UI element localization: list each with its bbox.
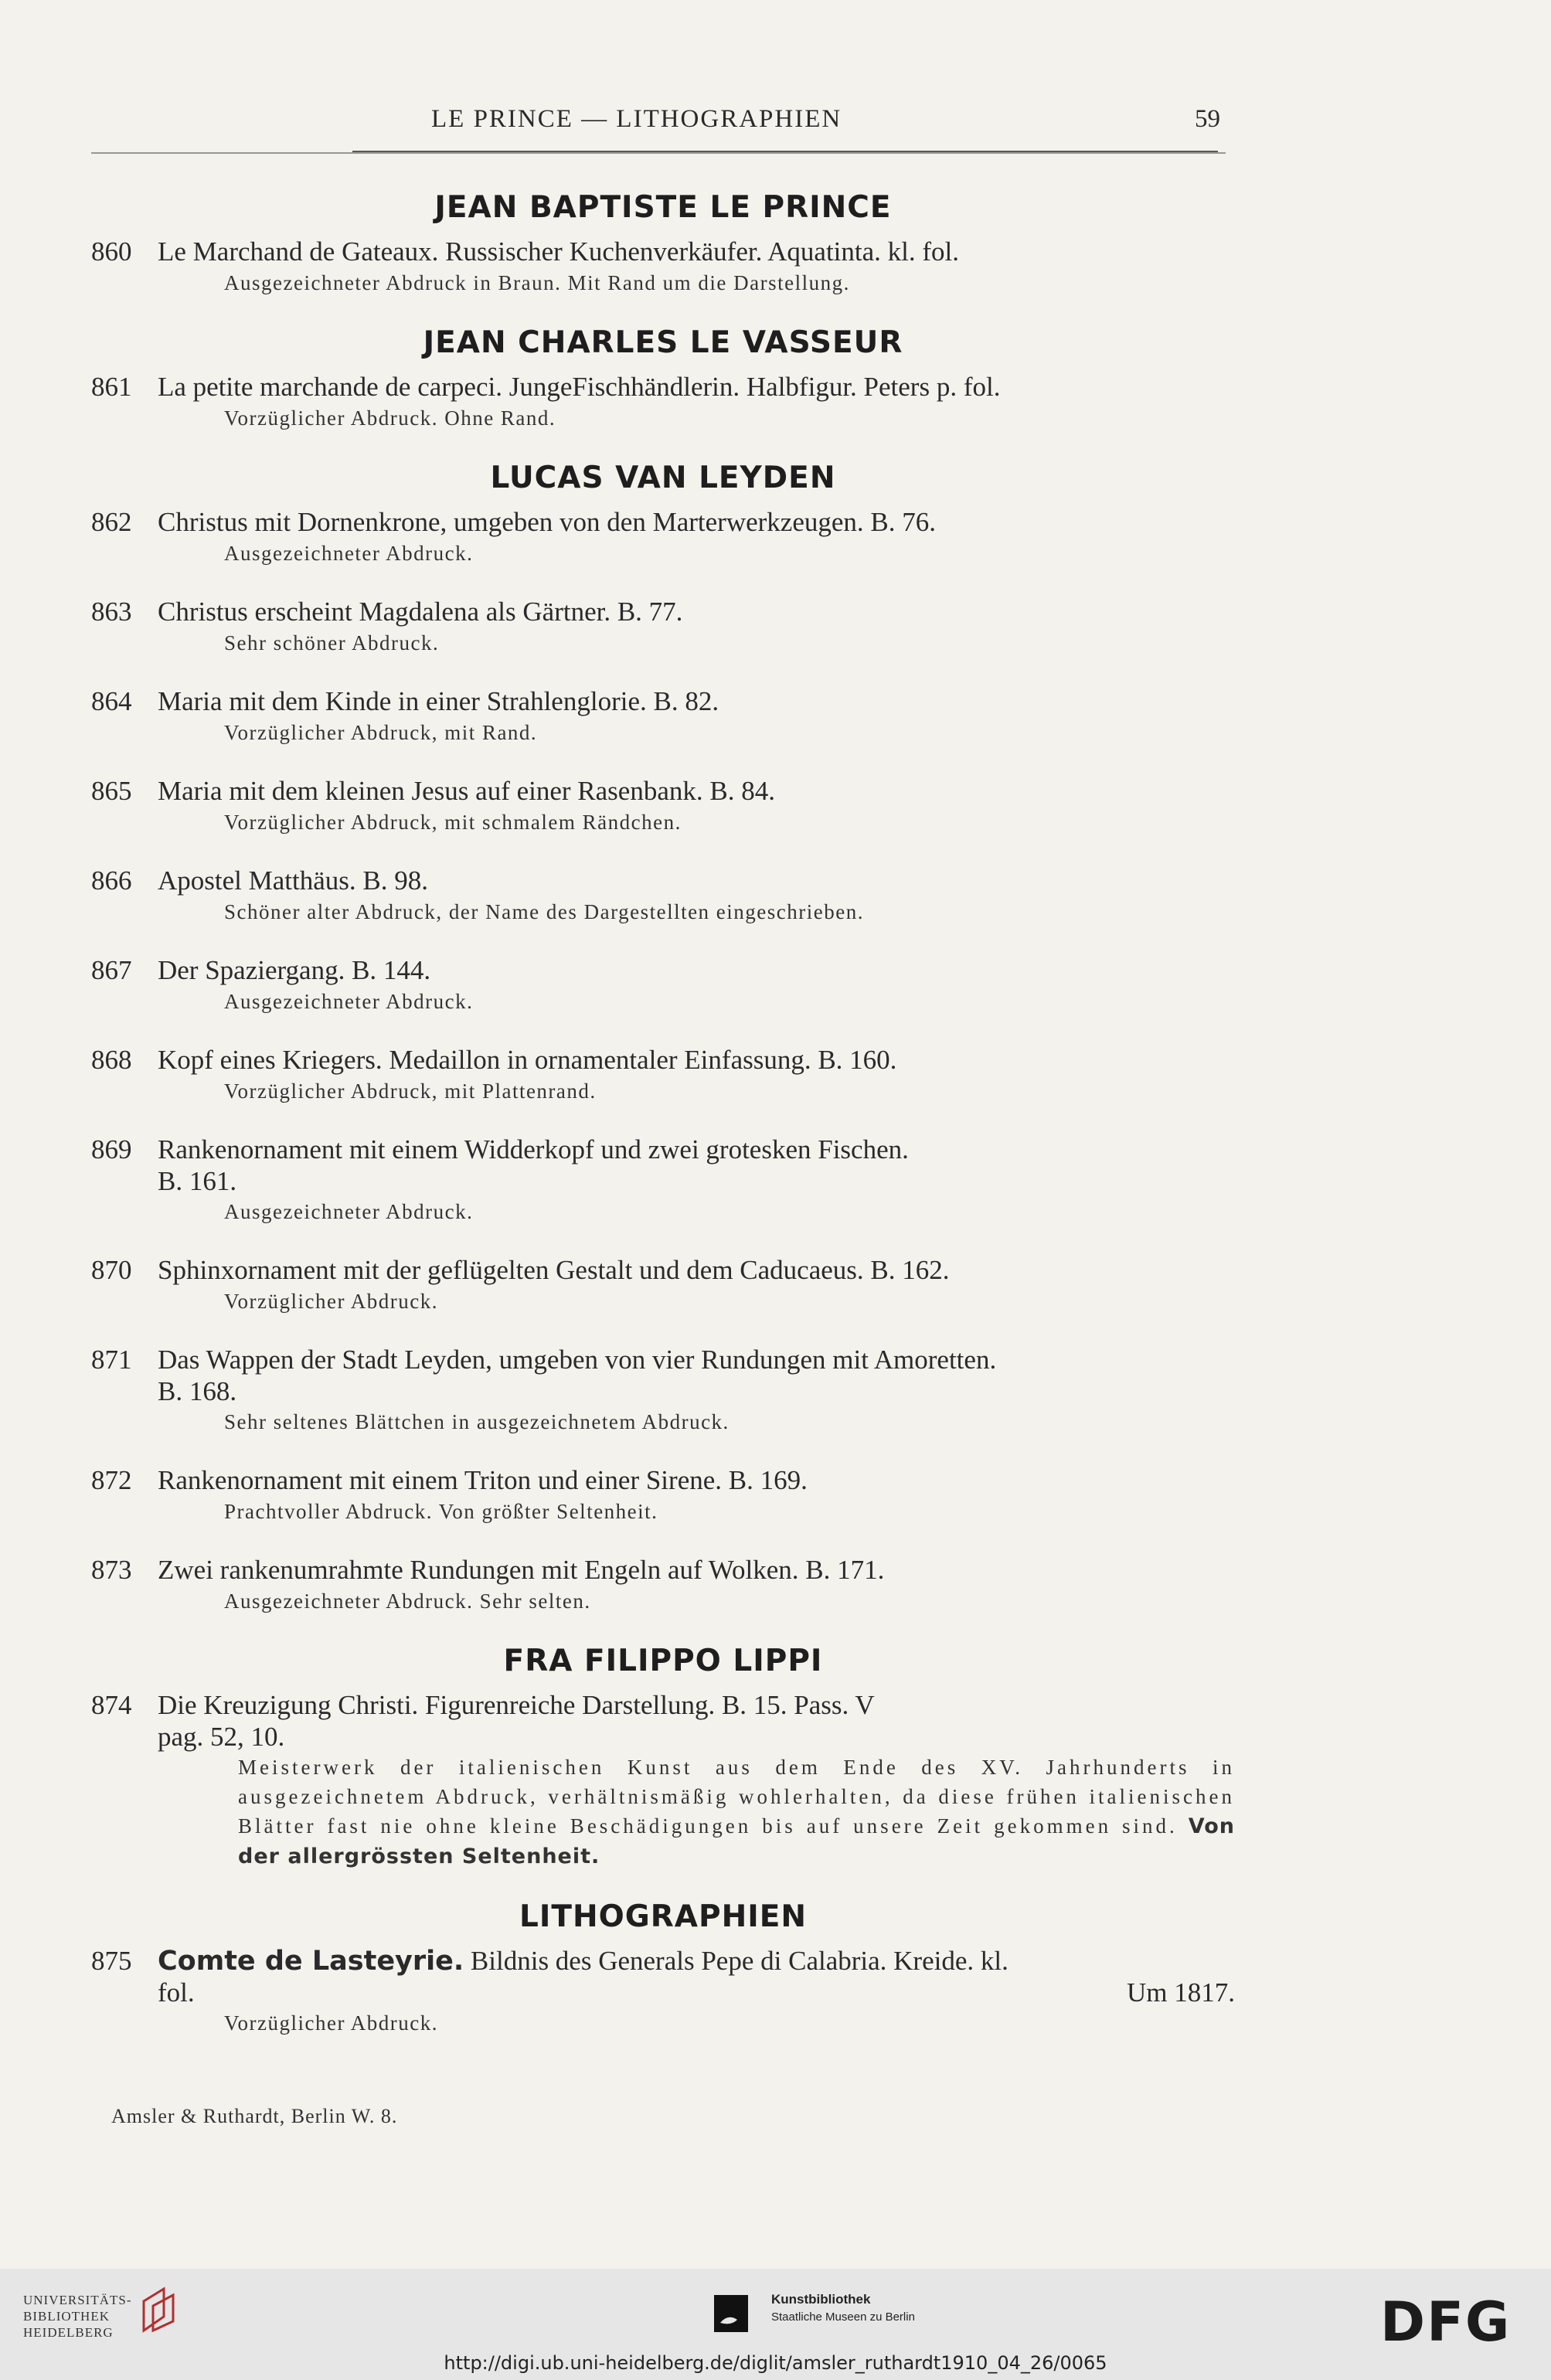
catalog-entry — [91, 1689, 1235, 1872]
lot-date: Um 1817. — [1127, 1977, 1235, 2008]
lot-title-continuation — [91, 1376, 1235, 1407]
lot-title-wrap — [158, 371, 1235, 403]
lot-title-wrap — [158, 954, 1235, 987]
entry-line — [91, 1344, 1235, 1376]
lot-title-wrap — [158, 1344, 1235, 1376]
continuation-text: B. 161. — [158, 1166, 237, 1196]
lot-title-wrap — [158, 506, 1235, 539]
lot-title-wrap — [158, 685, 1235, 718]
lot-number: 868 — [91, 1045, 132, 1075]
lot-title-continuation — [91, 1166, 1235, 1197]
entry-line — [91, 1945, 1235, 1977]
uni-line-3: HEIDELBERG — [23, 2325, 114, 2340]
uni-line-1: UNIVERSITÄTS- — [23, 2293, 132, 2307]
lot-condition-note: Vorzüglicher Abdruck. — [224, 1290, 438, 1313]
catalog-entry — [91, 371, 1235, 433]
lot-title: Maria mit dem kleinen Jesus auf einer Rasenbank. B. 84. — [158, 776, 775, 806]
entry-line — [91, 1689, 1235, 1722]
lot-title: Christus mit Dornenkrone, umgeben von den Marterwerkzeugen. B. 76. — [158, 507, 936, 537]
catalog-entry — [91, 1464, 1235, 1526]
continuation-text: pag. 52, 10. — [158, 1722, 285, 1752]
lot-title: Christus erscheint Magdalena als Gärtner. B. 77. — [158, 597, 683, 627]
lot-number: 871 — [91, 1345, 132, 1375]
entry-line — [91, 1044, 1235, 1076]
lot-condition-note: Ausgezeichneter Abdruck. — [224, 542, 474, 565]
section-heading: LITHOGRAPHIEN — [519, 1899, 807, 1934]
lot-title: Rankenornament mit einem Triton und einer Sirene. B. 169. — [158, 1465, 808, 1495]
long-note-emphasis: Von der allergrössten Seltenheit. — [238, 1814, 1235, 1868]
catalog-entry — [91, 685, 1235, 747]
lot-title-wrap — [158, 775, 1235, 808]
lot-title: Das Wappen der Stadt Leyden, umgeben von vier Rundungen mit Amoretten. — [158, 1345, 997, 1375]
entry-line — [91, 1464, 1235, 1497]
lot-number: 874 — [91, 1690, 132, 1720]
long-note-text: Meisterwerk der italienischen Kunst aus dem Ende des XV. Jahrhunderts in ausgezeichnetem Abdruck, verhältnismäßig wohlerhalten, da diese frühen italienischen Blätter fast nie ohne kleine Beschädigungen bis auf unsere Zeit gekommen sind. — [238, 1756, 1235, 1838]
header-rule — [91, 152, 1226, 154]
kunstbibliothek-label[interactable] — [771, 2292, 915, 2324]
lot-number: 870 — [91, 1255, 132, 1285]
section-heading: JEAN BAPTISTE LE PRINCE — [434, 190, 892, 225]
entry-line — [91, 506, 1235, 539]
printer-imprint: Amsler & Ruthardt, Berlin W. 8. — [111, 2105, 398, 2127]
lot-title-continuation — [91, 1722, 1235, 1753]
catalog-entry — [91, 1344, 1235, 1436]
catalog-entry — [91, 506, 1235, 568]
catalog-entry — [91, 596, 1235, 658]
lot-condition-note: Schöner alter Abdruck, der Name des Dargestellten eingeschrieben. — [224, 900, 864, 923]
lot-title-continuation — [91, 1977, 1235, 2008]
catalog-entry — [91, 1254, 1235, 1316]
running-head-title: LE PRINCE — LITHOGRAPHIEN — [431, 105, 842, 133]
lot-title: Die Kreuzigung Christi. Figurenreiche Darstellung. B. 15. Pass. V — [158, 1690, 875, 1720]
lot-title-wrap — [158, 865, 1235, 897]
digitization-footer — [0, 2269, 1551, 2380]
lot-condition-note: Ausgezeichneter Abdruck. — [224, 1200, 474, 1223]
lot-title: Der Spaziergang. B. 144. — [158, 955, 431, 985]
catalog-entry — [91, 1134, 1235, 1226]
catalog-entry — [91, 954, 1235, 1016]
running-head — [0, 105, 1551, 144]
lot-title: Kopf eines Kriegers. Medaillon in ornamentaler Einfassung. B. 160. — [158, 1045, 897, 1075]
entry-line — [91, 236, 1235, 268]
lot-condition-note: Ausgezeichneter Abdruck. Sehr selten. — [224, 1590, 591, 1613]
lot-condition-note: Ausgezeichneter Abdruck. — [224, 990, 474, 1013]
lot-number: 869 — [91, 1134, 132, 1164]
lot-number: 861 — [91, 372, 132, 402]
section-heading: JEAN CHARLES LE VASSEUR — [423, 325, 903, 360]
continuation-text: fol. — [158, 1977, 195, 2008]
page-number: 59 — [1195, 105, 1220, 133]
lot-condition-note: Vorzüglicher Abdruck. Ohne Rand. — [224, 406, 556, 430]
lot-title-wrap — [158, 1044, 1235, 1076]
lot-title: Zwei rankenumrahmte Rundungen mit Engeln auf Wolken. B. 171. — [158, 1555, 885, 1585]
lot-condition-note: Sehr seltenes Blättchen in ausgezeichnetem Abdruck. — [224, 1410, 730, 1433]
lot-condition-note: Sehr schöner Abdruck. — [224, 631, 440, 654]
lot-title: Bildnis des Generals Pepe di Calabria. Kreide. kl. — [470, 1946, 1008, 1976]
lot-number: 873 — [91, 1555, 132, 1585]
catalog-entry — [91, 865, 1235, 926]
heidelberg-library-label[interactable] — [23, 2292, 132, 2341]
lot-title-wrap — [158, 1134, 1235, 1166]
kunstbibliothek-subtitle: Staatliche Museen zu Berlin — [771, 2310, 915, 2324]
lot-title-wrap — [158, 236, 1235, 268]
entry-line — [91, 775, 1235, 808]
lot-title-wrap — [158, 1464, 1235, 1497]
entry-line — [91, 954, 1235, 987]
lot-title-wrap — [158, 596, 1235, 628]
lot-condition-note: Vorzüglicher Abdruck, mit Rand. — [224, 721, 538, 744]
lot-number: 863 — [91, 597, 132, 627]
lot-title: Maria mit dem Kinde in einer Strahlenglorie. B. 82. — [158, 686, 719, 716]
lot-long-note — [91, 1753, 1235, 1872]
lot-number: 865 — [91, 776, 132, 806]
lot-number: 867 — [91, 955, 132, 985]
lot-number: 866 — [91, 865, 132, 896]
lot-title: La petite marchande de carpeci. JungeFischhändlerin. Halbfigur. Peters p. fol. — [158, 372, 1001, 402]
lot-title-wrap — [158, 1945, 1235, 1977]
entry-line — [91, 1554, 1235, 1586]
lot-condition-note: Vorzüglicher Abdruck. — [224, 2011, 438, 2035]
lot-title: Le Marchand de Gateaux. Russischer Kuchenverkäufer. Aquatinta. kl. fol. — [158, 236, 960, 267]
entry-line — [91, 865, 1235, 897]
header-rule-dark — [352, 151, 1218, 152]
lot-title: Sphinxornament mit der geflügelten Gestalt und dem Caducaeus. B. 162. — [158, 1255, 950, 1285]
catalog-entry — [91, 1044, 1235, 1106]
catalog-content — [91, 185, 1235, 2066]
lot-condition-note: Vorzüglicher Abdruck, mit schmalem Rändchen. — [224, 811, 682, 834]
lot-title-wrap — [158, 1689, 1235, 1722]
lot-condition-note: Prachtvoller Abdruck. Von größter Seltenheit. — [224, 1500, 658, 1523]
entry-line — [91, 1254, 1235, 1287]
uni-line-2: BIBLIOTHEK — [23, 2309, 110, 2324]
entry-line — [91, 371, 1235, 403]
heidelberg-logo-icon — [138, 2286, 187, 2334]
catalog-entry — [91, 1554, 1235, 1616]
catalog-entry — [91, 775, 1235, 837]
catalog-entry — [91, 236, 1235, 298]
lot-artist: Comte de Lasteyrie. — [158, 1946, 464, 1977]
permalink-url[interactable]: http://digi.ub.uni-heidelberg.de/diglit/amsler_ruthardt1910_04_26/0065 — [444, 2352, 1107, 2374]
section-heading: FRA FILIPPO LIPPI — [503, 1644, 823, 1678]
lot-condition-note: Ausgezeichneter Abdruck in Braun. Mit Rand um die Darstellung. — [224, 271, 850, 294]
lot-number: 860 — [91, 236, 132, 267]
catalog-entry — [91, 1945, 1235, 2038]
section-heading: LUCAS VAN LEYDEN — [490, 461, 836, 495]
continuation-text: B. 168. — [158, 1376, 237, 1406]
kunstbibliothek-title: Kunstbibliothek — [771, 2292, 871, 2307]
dfg-logo[interactable]: DFG — [1380, 2290, 1512, 2354]
lot-number: 872 — [91, 1465, 132, 1495]
entry-line — [91, 1134, 1235, 1166]
lot-number: 862 — [91, 507, 132, 537]
lot-number: 864 — [91, 686, 132, 716]
entry-line — [91, 596, 1235, 628]
entry-line — [91, 685, 1235, 718]
lot-title-wrap — [158, 1254, 1235, 1287]
lot-number: 875 — [91, 1946, 132, 1976]
lot-title: Apostel Matthäus. B. 98. — [158, 865, 428, 896]
lot-condition-note: Vorzüglicher Abdruck, mit Plattenrand. — [224, 1080, 597, 1103]
lot-title-wrap — [158, 1554, 1235, 1586]
lot-title: Rankenornament mit einem Widderkopf und zwei grotesken Fischen. — [158, 1134, 909, 1164]
kunstbibliothek-logo-icon — [709, 2292, 753, 2335]
